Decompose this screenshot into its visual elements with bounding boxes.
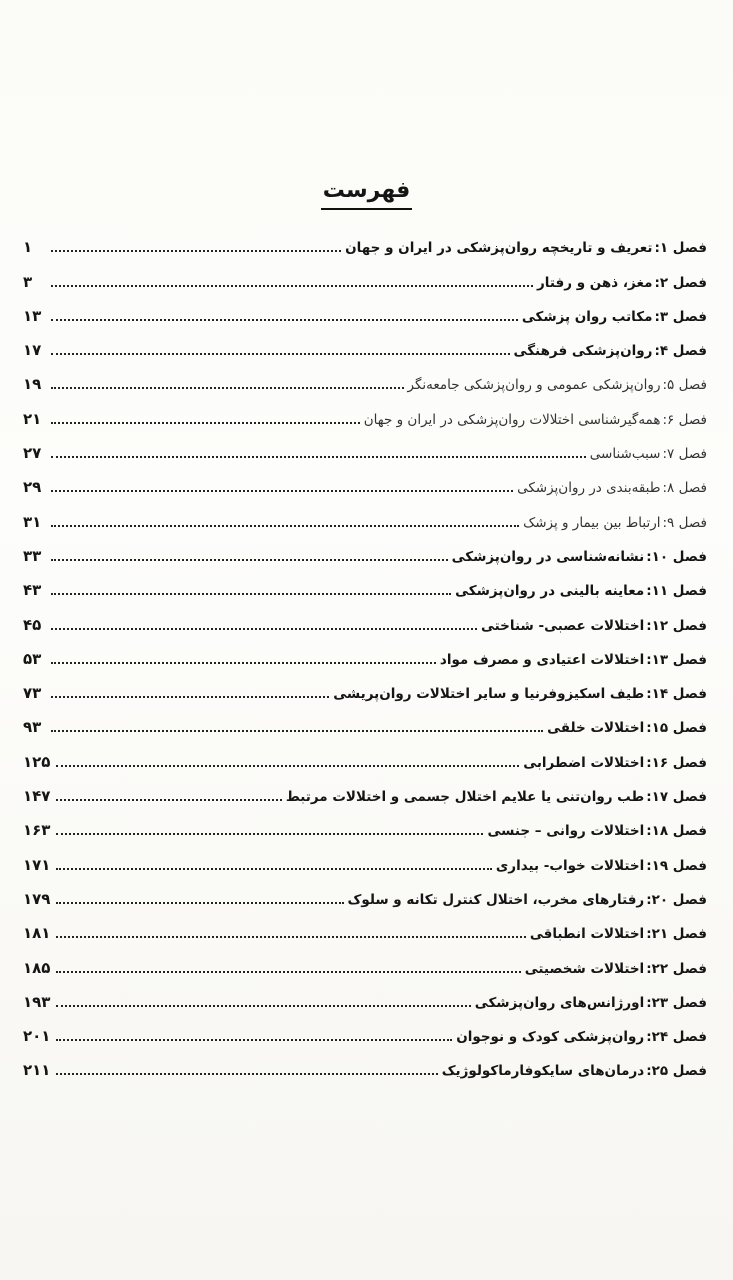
page-number: ۳۳	[23, 546, 42, 565]
dot-leader	[51, 490, 513, 492]
chapter-title: نشانه‌شناسی در روان‌پزشکی	[451, 548, 645, 565]
dot-leader	[56, 971, 520, 973]
page-title-text: فهرست	[321, 176, 413, 210]
dot-leader	[51, 593, 451, 595]
dot-leader	[56, 1073, 437, 1075]
page-number: ۱۸۵	[23, 958, 51, 977]
dot-leader	[56, 799, 281, 801]
chapter-label: فصل ۱۳:	[646, 651, 707, 668]
chapter-label: فصل ۱۰:	[646, 548, 707, 565]
chapter-label: فصل ۶:	[662, 411, 707, 428]
dot-leader	[51, 662, 436, 664]
toc-entry	[23, 1017, 707, 1051]
page-number: ۱	[23, 238, 33, 257]
dot-leader	[51, 422, 360, 424]
toc-entry	[23, 777, 707, 811]
dot-leader	[51, 285, 533, 287]
toc-entry	[23, 674, 707, 708]
toc-entry	[23, 845, 707, 879]
page-number: ۴۵	[23, 615, 42, 634]
chapter-title: اختلالات روانی – جنسی	[487, 823, 645, 840]
toc-entry	[23, 983, 707, 1017]
chapter-title: طب روان‌تنی یا علایم اختلال جسمی و اختلالات مرتبط	[285, 789, 645, 806]
chapter-label: فصل ۳:	[654, 308, 707, 325]
chapter-label: فصل ۲۱:	[646, 926, 707, 943]
toc-entry	[23, 811, 707, 845]
toc-entry	[23, 948, 707, 982]
chapter-label: فصل ۱۷:	[646, 789, 707, 806]
page-number: ۱۷۹	[23, 889, 51, 908]
chapter-label: فصل ۹:	[662, 514, 707, 531]
chapter-label: فصل ۲۲:	[646, 960, 707, 977]
page-number: ۲۱۱	[23, 1061, 51, 1080]
toc-entry	[23, 502, 707, 536]
toc-entry	[23, 434, 707, 468]
chapter-label: فصل ۲۰:	[646, 891, 707, 908]
chapter-title: طبقه‌بندی در روان‌پزشکی	[517, 480, 661, 497]
dot-leader	[56, 868, 491, 870]
toc-entry	[23, 468, 707, 502]
chapter-title: اختلالات اعتیادی و مصرف مواد	[439, 651, 645, 668]
chapter-label: فصل ۲۴:	[646, 1029, 707, 1046]
chapter-label: فصل ۲۵:	[646, 1063, 707, 1080]
chapter-title: معاینه بالینی در روان‌پزشکی	[455, 583, 645, 600]
chapter-title: تعریف و تاریخچه روان‌پزشکی در ایران و جهان	[345, 240, 653, 257]
page-number: ۲۹	[23, 478, 42, 497]
chapter-label: فصل ۱:	[654, 240, 707, 257]
page-number: ۲۱	[23, 409, 42, 428]
page-number: ۱۷	[23, 341, 42, 360]
dot-leader	[51, 456, 586, 458]
dot-leader	[56, 1039, 452, 1041]
dot-leader	[51, 696, 329, 698]
page-number: ۲۰۱	[23, 1027, 51, 1046]
dot-leader	[51, 250, 341, 252]
chapter-title: مغز، ذهن و رفتار	[537, 274, 653, 291]
dot-leader	[51, 730, 543, 732]
toc-entry	[23, 228, 707, 262]
toc-entry	[23, 914, 707, 948]
chapter-title: اختلالات خلقی	[547, 720, 645, 737]
chapter-title: سبب‌شناسی	[589, 446, 661, 463]
chapter-label: فصل ۴:	[654, 343, 707, 360]
toc-entry	[23, 640, 707, 674]
dot-leader	[51, 353, 510, 355]
dot-leader	[51, 559, 448, 561]
toc-entry	[23, 365, 707, 399]
table-of-contents	[23, 228, 707, 1085]
page-number: ۹۳	[23, 718, 42, 737]
page-number: ۱۴۷	[23, 787, 51, 806]
page-number: ۱۷۱	[23, 855, 51, 874]
dot-leader	[51, 525, 519, 527]
dot-leader	[51, 628, 477, 630]
page-number: ۱۹۳	[23, 992, 51, 1011]
chapter-label: فصل ۱۵:	[646, 720, 707, 737]
chapter-label: فصل ۷:	[662, 446, 707, 463]
page-number: ۵۳	[23, 649, 42, 668]
chapter-label: فصل ۱۶:	[646, 754, 707, 771]
dot-leader	[51, 387, 404, 389]
toc-entry	[23, 708, 707, 742]
chapter-title: همه‌گیرشناسی اختلالات روان‌پزشکی در ایران و جهان	[363, 411, 661, 428]
dot-leader	[56, 936, 525, 938]
chapter-title: مکاتب روان پزشکی	[521, 308, 653, 325]
chapter-title: اختلالات خواب- بیداری	[495, 857, 645, 874]
dot-leader	[56, 1005, 470, 1007]
chapter-title: روان‌پزشکی عمومی و روان‌پزشکی جامعه‌نگر	[407, 377, 661, 394]
chapter-title: روان‌پزشکی فرهنگی	[513, 343, 653, 360]
chapter-title: اختلالات اضطرابی	[523, 754, 645, 771]
chapter-label: فصل ۱۸:	[646, 823, 707, 840]
toc-entry	[23, 742, 707, 776]
chapter-title: اختلالات انطباقی	[529, 926, 645, 943]
page-number: ۱۶۳	[23, 821, 51, 840]
toc-entry	[23, 880, 707, 914]
chapter-title: طیف اسکیزوفرنیا و سایر اختلالات روان‌پریشی	[333, 686, 645, 703]
page-number: ۱۲۵	[23, 752, 51, 771]
toc-entry	[23, 331, 707, 365]
chapter-title: اورژانس‌های روان‌پزشکی	[474, 994, 645, 1011]
page-number: ۱۸۱	[23, 924, 51, 943]
chapter-title: روان‌پزشکی کودک و نوجوان	[456, 1029, 645, 1046]
page-number: ۱۳	[23, 306, 42, 325]
page-title	[0, 176, 733, 210]
page-number: ۳	[23, 272, 33, 291]
chapter-title: ارتباط بین بیمار و پزشک	[523, 514, 661, 531]
chapter-title: اختلالات شخصیتی	[524, 960, 645, 977]
page-number: ۴۳	[23, 581, 42, 600]
chapter-label: فصل ۱۱:	[646, 583, 707, 600]
dot-leader	[51, 319, 518, 321]
toc-entry	[23, 262, 707, 296]
chapter-label: فصل ۱۴:	[646, 686, 707, 703]
chapter-label: فصل ۱۹:	[646, 857, 707, 874]
toc-entry	[23, 571, 707, 605]
chapter-title: رفتارهای مخرب، اختلال کنترل تکانه و سلوک	[347, 891, 645, 908]
toc-entry	[23, 297, 707, 331]
toc-entry	[23, 605, 707, 639]
chapter-label: فصل ۲۳:	[646, 994, 707, 1011]
dot-leader	[56, 902, 343, 904]
chapter-title: درمان‌های سایکوفارماکولوژیک	[441, 1063, 645, 1080]
chapter-label: فصل ۵:	[662, 377, 707, 394]
page-number: ۲۷	[23, 444, 42, 463]
page-number: ۳۱	[23, 512, 42, 531]
toc-entry	[23, 1051, 707, 1085]
toc-entry	[23, 399, 707, 433]
chapter-title: اختلالات عصبی- شناختی	[481, 617, 645, 634]
dot-leader	[56, 765, 519, 767]
chapter-label: فصل ۸:	[662, 480, 707, 497]
page-number: ۷۳	[23, 684, 42, 703]
chapter-label: فصل ۲:	[654, 274, 707, 291]
dot-leader	[56, 833, 483, 835]
page-number: ۱۹	[23, 375, 42, 394]
chapter-label: فصل ۱۲:	[646, 617, 707, 634]
toc-entry	[23, 537, 707, 571]
